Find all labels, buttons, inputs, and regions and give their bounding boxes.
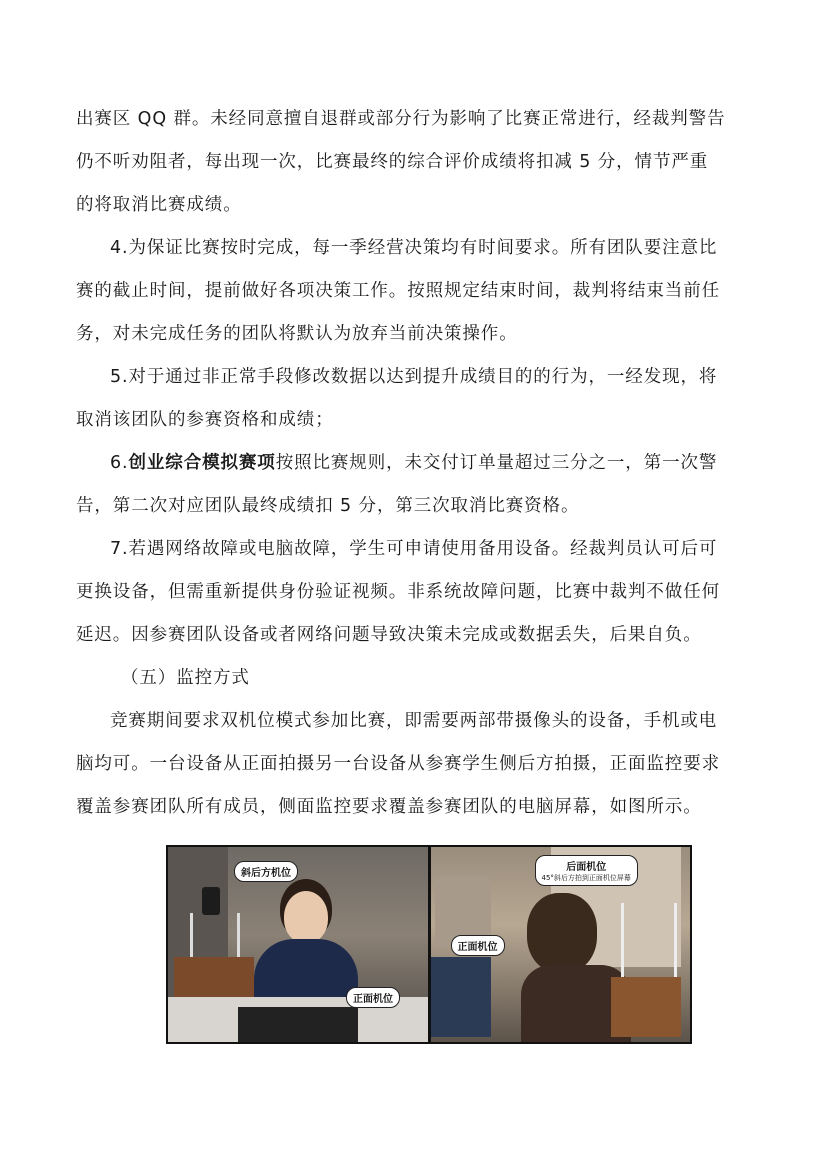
line: 竞赛期间要求双机位模式参加比赛，即需要两部带摄像头的设备，手机或电: [110, 711, 718, 731]
bold-term: 创业综合模拟赛项: [128, 453, 276, 473]
line: 5.对于通过非正常手段修改数据以达到提升成绩目的的行为，一经发现，将: [110, 367, 718, 387]
label-text: 后面机位: [566, 862, 607, 873]
line: 仍不听劝阻者，每出现一次，比赛最终的综合评价成绩将扣减 5 分，情节严重: [76, 152, 709, 172]
wood-desk: [611, 977, 681, 1037]
paragraph-4: [76, 227, 752, 356]
laptop-screen: [431, 957, 491, 1037]
line: 出赛区 QQ 群。未经同意擅自退群或部分行为影响了比赛正常进行，经裁判警告: [76, 109, 726, 129]
line: 更换设备，但需重新提供身份验证视频。非系统故障问题，比赛中裁判不做任何: [76, 582, 720, 602]
label-subtext: 45°斜后方拍到正面机位屏幕: [541, 874, 631, 882]
line: 7.若遇网络故障或电脑故障，学生可申请使用备用设备。经裁判员认可后可: [110, 539, 718, 559]
paragraph-5: [76, 356, 752, 442]
line: 脑均可。一台设备从正面拍摄另一台设备从参赛学生侧后方拍摄，正面监控要求: [76, 754, 720, 774]
label-rear-camera: 斜后方机位: [234, 861, 298, 882]
line: 按照比赛规则，未交付订单量超过三分之一，第一次警: [275, 453, 718, 473]
section-heading: （五）监控方式: [121, 668, 250, 688]
line: 延迟。因参赛团队设备或者网络问题导致决策未完成或数据丢失，后果自负。: [76, 625, 702, 645]
label-front-camera-right: 正面机位: [451, 935, 505, 956]
paragraph-8: [76, 700, 752, 829]
student-head: [284, 891, 328, 943]
photo-panel-front-view: [168, 847, 428, 1042]
laptop: [238, 1007, 358, 1042]
body-text: [76, 98, 752, 829]
tripod-phone: [202, 887, 220, 915]
line: 告，第二次对应团队最终成绩扣 5 分，第三次取消比赛资格。: [76, 496, 580, 516]
paragraph-6: [76, 442, 752, 528]
tripod-rear: [621, 903, 677, 987]
paragraph-continued: [76, 98, 752, 227]
line: 覆盖参赛团队所有成员，侧面监控要求覆盖参赛团队的电脑屏幕，如图所示。: [76, 797, 702, 817]
line: 的将取消比赛成绩。: [76, 195, 242, 215]
side-table: [174, 957, 254, 997]
line: 4.为保证比赛按时完成，每一季经营决策均有时间要求。所有团队要注意比: [110, 238, 718, 258]
line: 务，对未完成任务的团队将默认为放弃当前决策操作。: [76, 324, 518, 344]
label-front-camera: 正面机位: [346, 987, 400, 1008]
student-back-head: [527, 893, 597, 973]
line-prefix: 6.: [110, 453, 129, 473]
paragraph-7: [76, 528, 752, 657]
line: 赛的截止时间，提前做好各项决策工作。按照规定结束时间，裁判将结束当前任: [76, 281, 720, 301]
camera-setup-photo: [166, 845, 692, 1044]
line: 取消该团队的参赛资格和成绩；: [76, 410, 334, 430]
photo-panel-rear-view: [431, 847, 691, 1042]
label-rear-camera-right: [535, 855, 638, 886]
